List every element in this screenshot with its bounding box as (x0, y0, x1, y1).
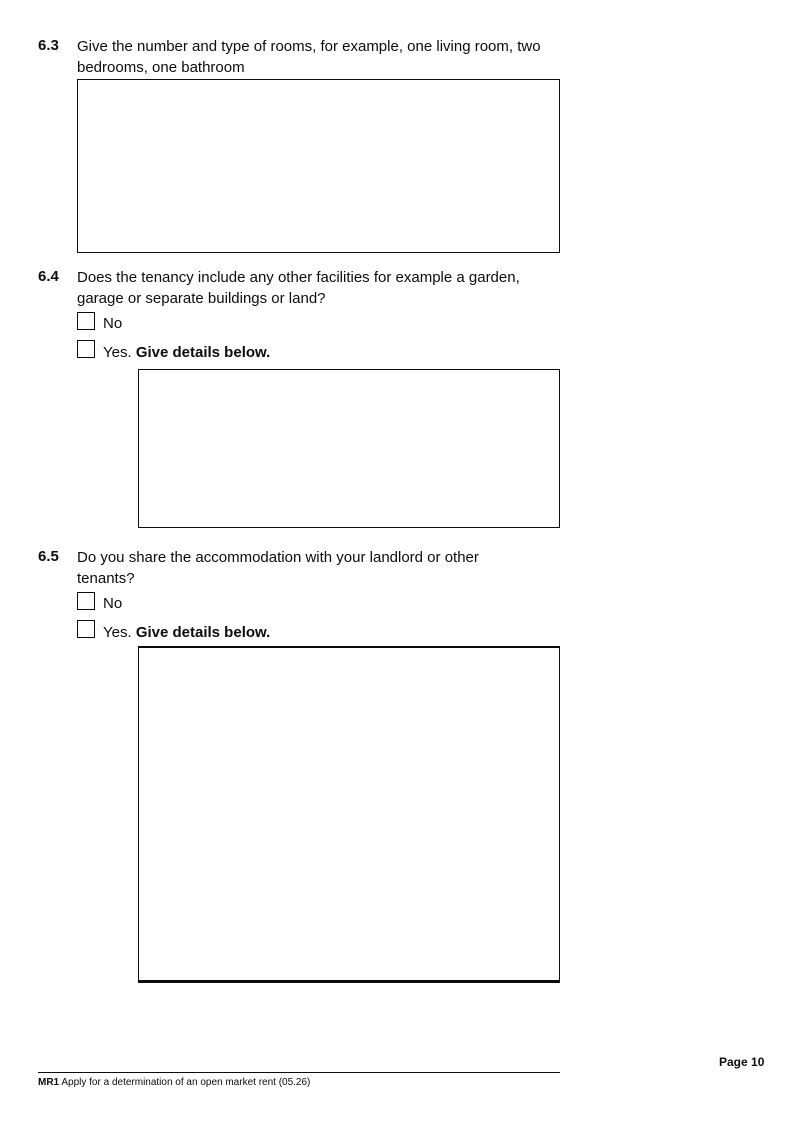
question-text-6-5: Do you share the accommodation with your landlord or other tenants? (77, 549, 479, 587)
question-text-6-3: Give the number and type of rooms, for example, one living room, two bedrooms, one bathroom (77, 38, 541, 76)
page-number: Page 10 (719, 1055, 765, 1069)
facilities-yes-instruction: Give details below. (135, 344, 271, 361)
question-number-6-4: 6.4 (38, 268, 59, 285)
footer-form-code: MR1 (38, 1077, 60, 1088)
facilities-yes-label (103, 344, 270, 361)
share-yes-text: Yes. (103, 624, 132, 641)
question-text-6-4: Does the tenancy include any other facilities for example a garden, garage or separate buildings or land? (77, 269, 520, 307)
facilities-details-box[interactable] (138, 369, 560, 528)
footer-form-reference (38, 1077, 310, 1088)
facilities-yes-checkbox[interactable] (77, 340, 95, 358)
share-details-box[interactable] (138, 646, 560, 983)
facilities-no-checkbox[interactable] (77, 312, 95, 330)
question-number-6-5: 6.5 (38, 548, 59, 565)
share-no-label: No (103, 595, 123, 612)
footer-divider (38, 1072, 560, 1073)
footer-form-title: Apply for a determination of an open market rent (05.26) (61, 1077, 311, 1088)
share-no-checkbox[interactable] (77, 592, 95, 610)
facilities-no-label: No (103, 315, 123, 332)
share-yes-label (103, 624, 270, 641)
rooms-answer-box[interactable] (77, 79, 560, 253)
facilities-yes-text: Yes. (103, 344, 132, 361)
share-yes-checkbox[interactable] (77, 620, 95, 638)
question-number-6-3: 6.3 (38, 37, 59, 54)
share-yes-instruction: Give details below. (135, 624, 271, 641)
